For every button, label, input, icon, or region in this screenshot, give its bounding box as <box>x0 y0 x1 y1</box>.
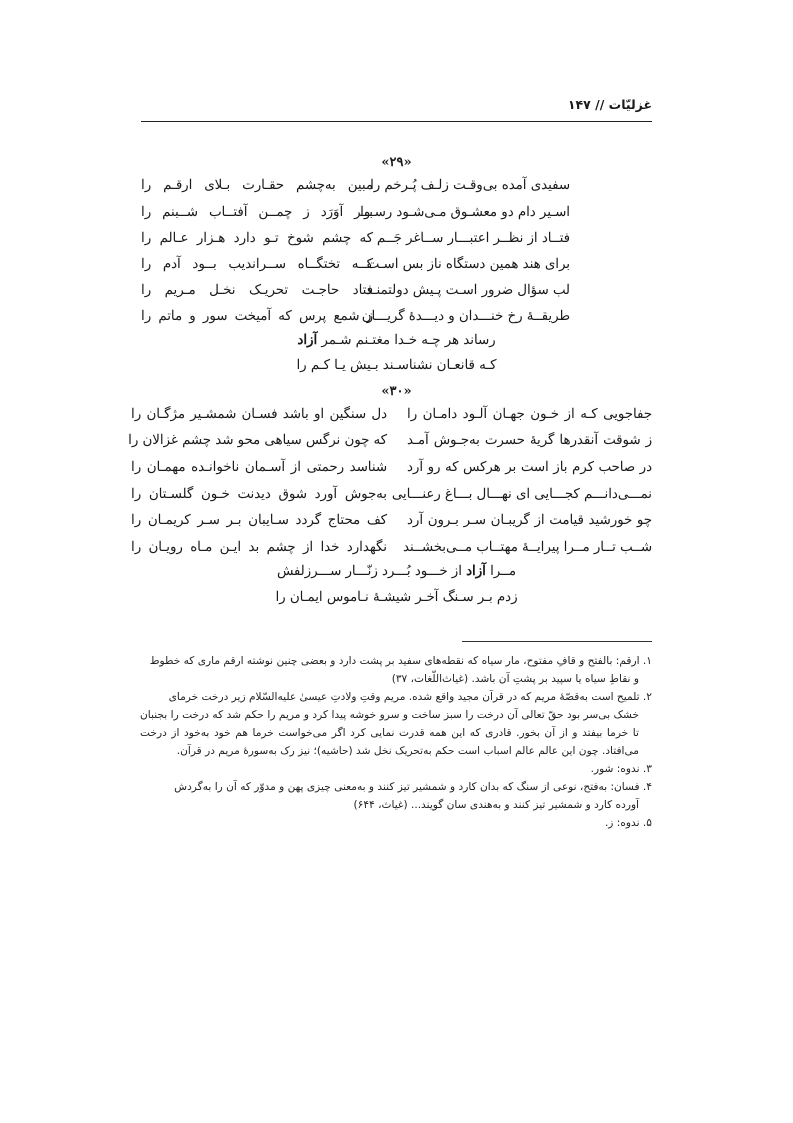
poem-29-hemistich-right: سفیدی آمده بی‌وقـت زلـف پُـرخم را <box>370 178 570 193</box>
footnote-separator <box>462 641 652 642</box>
footnote-text: ندوه: ز. <box>604 817 640 829</box>
poem-30-hemistich-right: نمـــی‌دانـــم کجـــایی ای نهـــال بـــاغ رعنـــایی <box>391 487 652 502</box>
poem-30-hemistich-left: دل سنگین او باشد فسـان شمشـیر مژگـان را <box>131 407 387 422</box>
poet-name: آزاد <box>466 564 486 579</box>
footnote-5 <box>140 814 652 832</box>
footnote-label: ۵. <box>642 817 652 829</box>
footnote-continuation: و نقاطِ سیاه یا سپید بر پشتِ آن باشد. (غیاث‌اللّغات، ۳۷) <box>391 673 639 685</box>
footnote-text: ارقم: بالفتح و قافِ مفتوح، مار سیاه که نقطه‌های سفید بر پشت دارد و بعضی چنین نوشته ارقم ماری که خطوط <box>149 655 640 667</box>
poem-30-number: «۳۰» <box>381 384 412 399</box>
poem-30-hemistich-left: که چون نرگس سیاهی محو شد چشم غزالان را <box>128 433 387 448</box>
poem-30-closing-line-1: مــرا آزاد از خـــود بُـــرد زنّـــار ســـرزلفش <box>276 564 517 579</box>
footnote-label: ۱. <box>642 655 652 667</box>
poem-29-hemistich-right: برای هند همین دستگاه ناز بس اسـت <box>366 257 570 272</box>
poem-29-hemistich-left: مبین به‌چشم حقـارت بـلای ارقـم را <box>141 178 373 193</box>
poem-29-hemistich-left: که چشم شوخ تـو دارد هـزار عـالم را <box>141 231 373 246</box>
poem-30-hemistich-right: جفاجویی کـه از خـون جهـان آلـود دامـان را <box>407 407 652 422</box>
footnote-continuation: خشک بی‌سر بود حقّ تعالی آن درخت را سبز ساخت و سرو خوشه پیدا کرد و مریم را حکم شد که درخت را بجنبان تا خرما بیفتد و از آن بخور. قادری که این همه قدرت نمایی کرد اگر می‌خواست خرما هم خود به‌خود از درخت می‌افتاد. چون این عالم عالم اسباب است حکم به‌تحریک نخل شد (حاشیه)؛ نیز رک به‌سورهٔ مریم در قرآن. <box>140 709 639 757</box>
footnote-2 <box>140 688 652 760</box>
poem-30-hemistich-left: به‌جوش آورد شوق دیدنت خـون گلسـتان را <box>131 487 387 502</box>
poem-29-hemistich-right: فتــاد از نظــر اعتبـــار ســاغر جَــم <box>376 231 570 246</box>
footnote-label: ۴. <box>642 781 652 793</box>
poem-29-closing-line-1: رساند هر چـه خـدا مغتـنم شـمر آزاد <box>297 333 496 348</box>
poet-name: آزاد <box>297 333 318 348</box>
poem-29-hemistich-right: اسـیر دام دو معشـوق مـی‌شـود رسـوا <box>360 205 570 220</box>
footnote-3 <box>140 760 652 778</box>
poem-29-hemistich-left: بــر آوَرَد ز چمــن آفتــاب شــبنم را <box>141 205 373 220</box>
footnote-4 <box>140 778 652 814</box>
poem-30-hemistich-left: نگهدارد خدا از چشم بد ایـن مـاه رویـان را <box>131 540 387 555</box>
poem-29-hemistich-right: طریقــهٔ رخ خنـــدان و دیـــدهٔ گریـــان <box>361 309 570 324</box>
poem-30-hemistich-right: چو خورشید قیامت از گریبـان سـر بـرون آرد <box>407 513 652 528</box>
poem-30-hemistich-left: کف محتاج گردد سـایبان بـر سـر کریمـان را <box>131 513 387 528</box>
poem-29-number: «۲۹» <box>381 155 412 170</box>
poem-30-hemistich-right: شــب تــار مــرا پیرایــهٔ مهتــاب مــی‌بخشــند <box>403 540 652 555</box>
poem-29-hemistich-left: فتاد حاجـت تحریـک نخـل مـریم را <box>141 283 373 298</box>
footnote-text: ندوه: شور. <box>590 763 640 775</box>
poem-30-closing-line-2: زدم بـر سـنگ آخـر شیشـهٔ نـاموس ایمـان را <box>275 590 518 605</box>
header-rule <box>141 121 652 122</box>
running-head: غزلیّات // ۱۴۷ <box>567 97 652 112</box>
poem-30-hemistich-left: شناسد رحمتی از آسـمان ناخوانـده مهمـان را <box>131 460 387 475</box>
footnote-continuation: آورده کارد و شمشیر تیز کنند و به‌هندی سان گویند... (غیاث، ۶۴۴) <box>353 799 639 811</box>
poem-30-hemistich-right: ز شوقت آنقدرها گریهٔ حسرت به‌جـوش آمـد <box>407 433 652 448</box>
footnotes <box>140 652 652 832</box>
footnote-text: تلمیح است به‌قصّهٔ مریم که در قرآن مجید واقع شده. مریم وقتِ ولادتِ عیسیٰ علیه‌السّلام زیر درخت خرمای <box>168 691 640 703</box>
footnote-label: ۲. <box>642 691 652 703</box>
poem-29-hemistich-right: لب سؤال ضرور اسـت پـیش دولتمنـد <box>365 283 570 298</box>
poem-29-hemistich-left: ز شمع پرس که آمیخت سور و ماتم را <box>141 309 373 324</box>
footnote-1 <box>140 652 652 688</box>
poem-29-closing-line-2: کـه قانعـان نشناسـند بـیش یـا کـم را <box>296 358 497 373</box>
poem-30-hemistich-right: در صاحب کرم باز است بر هرکس که رو آرد <box>407 460 652 475</box>
poem-29-hemistich-left: کــه تختگــاه ســرانديب بــود آدم را <box>141 257 373 272</box>
footnote-text: فسان: به‌فتح، نوعی از سنگ که بدان کارد و شمشیر تیز کنند و به‌معنی چیزی پهن و مدوّر که آن را به‌گردش <box>174 781 640 793</box>
footnote-label: ۳. <box>642 763 652 775</box>
